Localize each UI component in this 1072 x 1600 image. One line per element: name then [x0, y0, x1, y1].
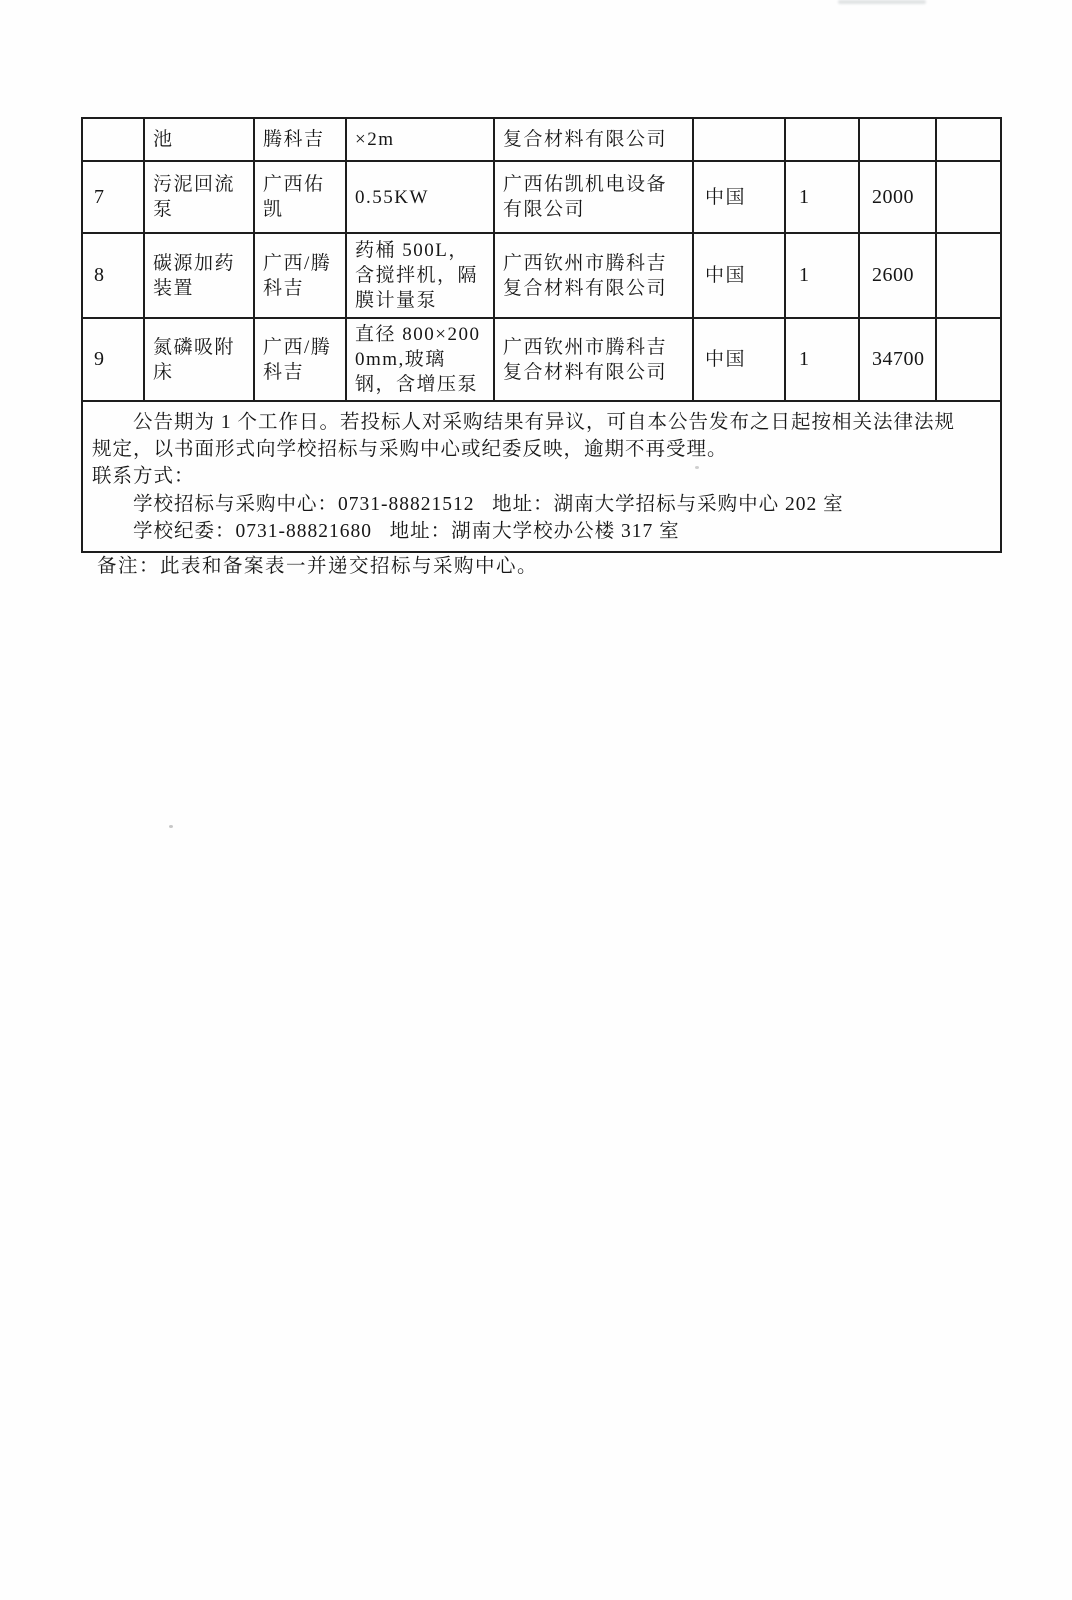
table-footer-row — [82, 401, 1001, 552]
announcement-footer — [82, 401, 1001, 552]
table-row-9 — [82, 318, 1001, 401]
footer-announcement-rule: 规定，以书面形式向学校招标与采购中心或纪委反映，逾期不再受理。 — [92, 439, 728, 461]
cell-item: 池 — [144, 118, 254, 161]
cell-remark — [936, 233, 1001, 318]
cell-origin: 中国 — [693, 161, 785, 233]
cell-item: 污泥回流泵 — [144, 161, 254, 233]
cell-manufacturer: 广西佑凯机电设备有限公司 — [494, 161, 693, 233]
cell-price: 34700 — [859, 318, 936, 401]
table-row-7 — [82, 161, 1001, 233]
scan-artifact-smudge — [838, 0, 926, 4]
cell-spec: 直径 800×2000mm,玻璃钢，含增压泵 — [346, 318, 494, 401]
cell-seq: 9 — [82, 318, 144, 401]
cell-qty: 1 — [785, 233, 859, 318]
footer-announcement-period: 公告期为 1 个工作日。若投标人对采购结果有异议，可自本公告发布之日起按相关法律法规 — [133, 412, 956, 433]
cell-qty — [785, 118, 859, 161]
cell-remark — [936, 318, 1001, 401]
cell-spec: 0.55KW — [346, 161, 494, 233]
cell-origin: 中国 — [693, 318, 785, 401]
footer-contact-procurement-center: 学校招标与采购中心：0731-88821512 地址：湖南大学招标与采购中心 202 室 — [133, 493, 844, 515]
cell-seq — [82, 118, 144, 161]
cell-price: 2000 — [859, 161, 936, 233]
cell-remark — [936, 118, 1001, 161]
cell-qty: 1 — [785, 161, 859, 233]
remark-note: 备注：此表和备案表一并递交招标与采购中心。 — [97, 556, 539, 577]
footer-contact-label: 联系方式： — [92, 466, 195, 488]
equipment-table — [81, 117, 1002, 553]
table-row-8 — [82, 233, 1001, 318]
table-row-continuation — [82, 118, 1001, 161]
cell-seq: 8 — [82, 233, 144, 318]
cell-item: 氮磷吸附床 — [144, 318, 254, 401]
scan-artifact-speck — [169, 825, 173, 828]
cell-price: 2600 — [859, 233, 936, 318]
cell-brand: 腾科吉 — [254, 118, 346, 161]
cell-manufacturer: 广西钦州市腾科吉复合材料有限公司 — [494, 318, 693, 401]
cell-spec: 药桶 500L，含搅拌机，隔膜计量泵 — [346, 233, 494, 318]
footer-contact-discipline-committee: 学校纪委：0731-88821680 地址：湖南大学校办公楼 317 室 — [133, 520, 680, 542]
cell-item: 碳源加药装置 — [144, 233, 254, 318]
cell-brand: 广西/腾科吉 — [254, 233, 346, 318]
cell-origin — [693, 118, 785, 161]
cell-seq: 7 — [82, 161, 144, 233]
cell-brand: 广西佑凯 — [254, 161, 346, 233]
cell-qty: 1 — [785, 318, 859, 401]
cell-remark — [936, 161, 1001, 233]
cell-spec: ×2m — [346, 118, 494, 161]
cell-manufacturer: 广西钦州市腾科吉复合材料有限公司 — [494, 233, 693, 318]
cell-brand: 广西/腾科吉 — [254, 318, 346, 401]
cell-origin: 中国 — [693, 233, 785, 318]
cell-price — [859, 118, 936, 161]
cell-manufacturer: 复合材料有限公司 — [494, 118, 693, 161]
